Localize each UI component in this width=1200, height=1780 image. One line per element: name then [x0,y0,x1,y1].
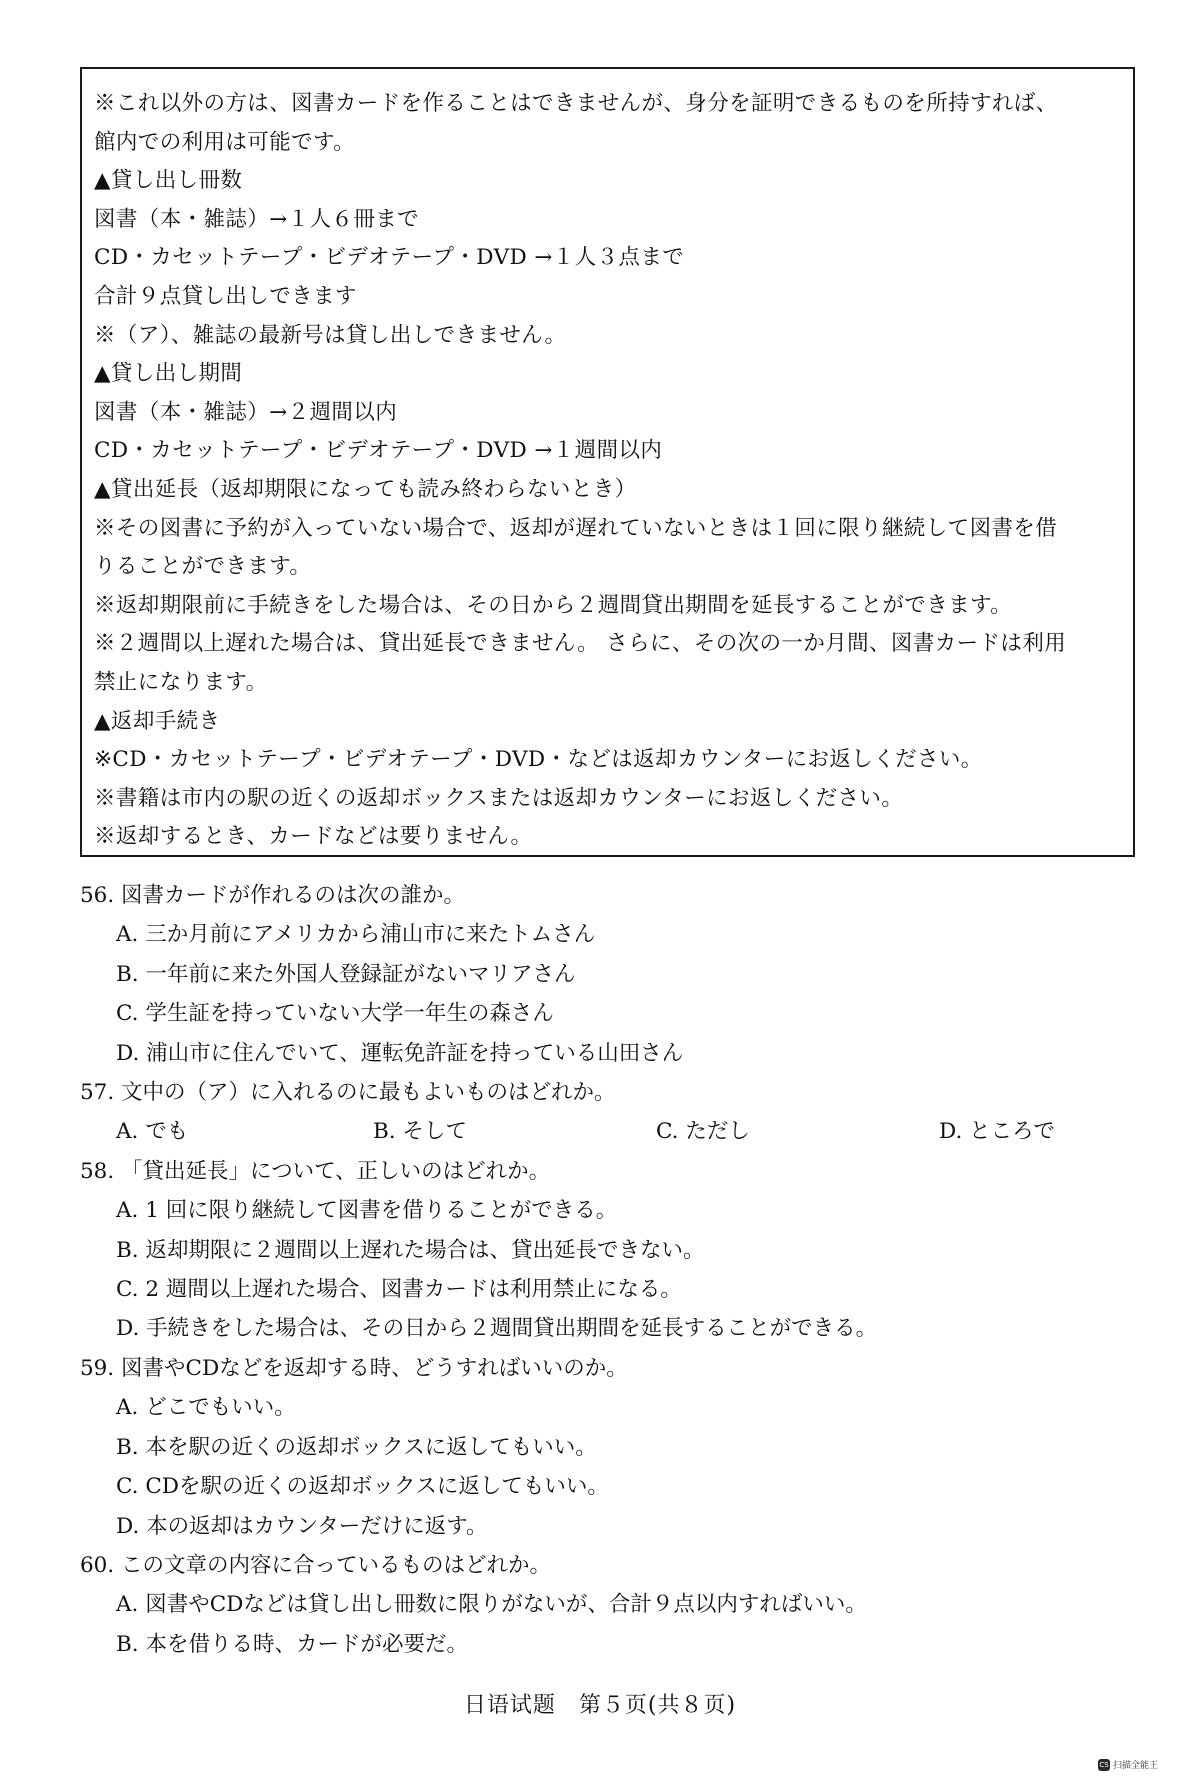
answer-option: B. 本を借りる時、カードが必要だ。 [116,1631,468,1657]
notice-line: 禁止になります。 [94,669,268,695]
question-list [80,876,1160,1664]
notice-line: ※これ以外の方は、図書カードを作ることはできませんが、身分を証明できるものを所持すれば、 [94,91,1058,116]
question-stem: 59. 図書やCDなどを返却する時、どうすればいいのか。 [80,1355,628,1381]
question-stem: 57. 文中の（ア）に入れるのに最もよいものはどれか。 [80,1080,616,1106]
answer-option: A. 図書やCDなどは貸し出し冊数に限りがないが、合計９点以内すればいい。 [116,1592,867,1618]
answer-option: D. ところで [939,1119,1055,1145]
notice-line: 合計９点貸し出しできます [94,283,357,309]
notice-heading: ▲貸し出し期間 [94,361,243,387]
library-notice-box [80,67,1135,857]
page-footer: 日语试题 第５页(共８页) [463,1693,737,1718]
answer-option: C. 学生証を持っていない大学一年生の森さん [116,1001,554,1027]
question-stem: 56. 図書カードが作れるのは次の誰か。 [80,883,466,908]
notice-line: CD・カセットテープ・ビデオテープ・DVD →１週間以内 [94,438,663,464]
notice-heading: ▲貸し出し冊数 [94,168,243,194]
answer-option: D. 手続きをした場合は、その日から２週間貸出期間を延長することができる。 [116,1316,878,1342]
answer-option: B. そして [373,1119,467,1145]
notice-line: 図書（本・雑誌）→２週間以内 [94,399,398,425]
notice-line: ※CD・カセットテープ・ビデオテープ・DVD・などは返却カウンターにお返しください。 [94,747,983,773]
notice-line: 館内での利用は可能です。 [94,129,356,155]
notice-line: CD・カセットテープ・ビデオテープ・DVD →１人３点まで [94,245,685,271]
notice-line: ※その図書に予約が入っていない場合で、返却が遅れていないときは１回に限り継続して図書を借 [94,515,1058,541]
notice-heading: ▲貸出延長（返却期限になっても読み終わらないとき） [94,476,637,502]
notice-line: ※返却するとき、カードなどは要りません。 [94,824,533,850]
answer-option: A. 1 回に限り継続して図書を借りることができる。 [116,1198,618,1224]
notice-heading: ▲返却手続き [94,708,221,734]
answer-option-row [80,1112,1160,1151]
notice-line: りることができます。 [94,554,312,580]
question-stem: 58. 「貸出延長」について、正しいのはどれか。 [80,1158,551,1184]
answer-option: C. CDを駅の近くの返却ボックスに返してもいい。 [116,1474,609,1500]
answer-option: A. どこでもいい。 [116,1395,296,1421]
scanner-app-name: 扫描全能王 [1113,1761,1159,1771]
answer-option: C. 2 週間以上遅れた場合、図書カードは利用禁止になる。 [116,1277,682,1303]
question-stem: 60. この文章の内容に合っているものはどれか。 [80,1552,552,1578]
notice-line: ※２週間以上遅れた場合は、貸出延長できません。 さらに、その次の一か月間、図書カードは利用 [94,631,1067,657]
answer-option: C. ただし [656,1119,750,1145]
notice-line: ※返却期限前に手続きをした場合は、その日から２週間貸出期間を延長することができます。 [94,592,1013,618]
answer-option: A. 三か月前にアメリカから浦山市に来たトムさん [116,922,596,948]
answer-option: D. 本の返却はカウンターだけに返す。 [116,1513,488,1539]
notice-line: ※書籍は市内の駅の近くの返却ボックスまたは返却カウンターにお返しください。 [94,785,904,811]
scanner-watermark [1098,1758,1158,1771]
answer-option: B. 本を駅の近くの返却ボックスに返してもいい。 [116,1434,597,1460]
answer-option: D. 浦山市に住んでいて、運転免許証を持っている山田さん [116,1040,684,1066]
notice-line: 図書（本・雑誌）→１人６冊まで [94,206,420,232]
notice-line: ※（ア）、雑誌の最新号は貸し出しできません。 [94,322,567,348]
scanner-logo-icon: CS [1099,1760,1109,1769]
answer-option: B. 一年前に来た外国人登録証がないマリアさん [116,961,576,987]
answer-option: A. でも [116,1119,189,1145]
answer-option: B. 返却期限に２週間以上遅れた場合は、貸出延長できない。 [116,1237,705,1263]
